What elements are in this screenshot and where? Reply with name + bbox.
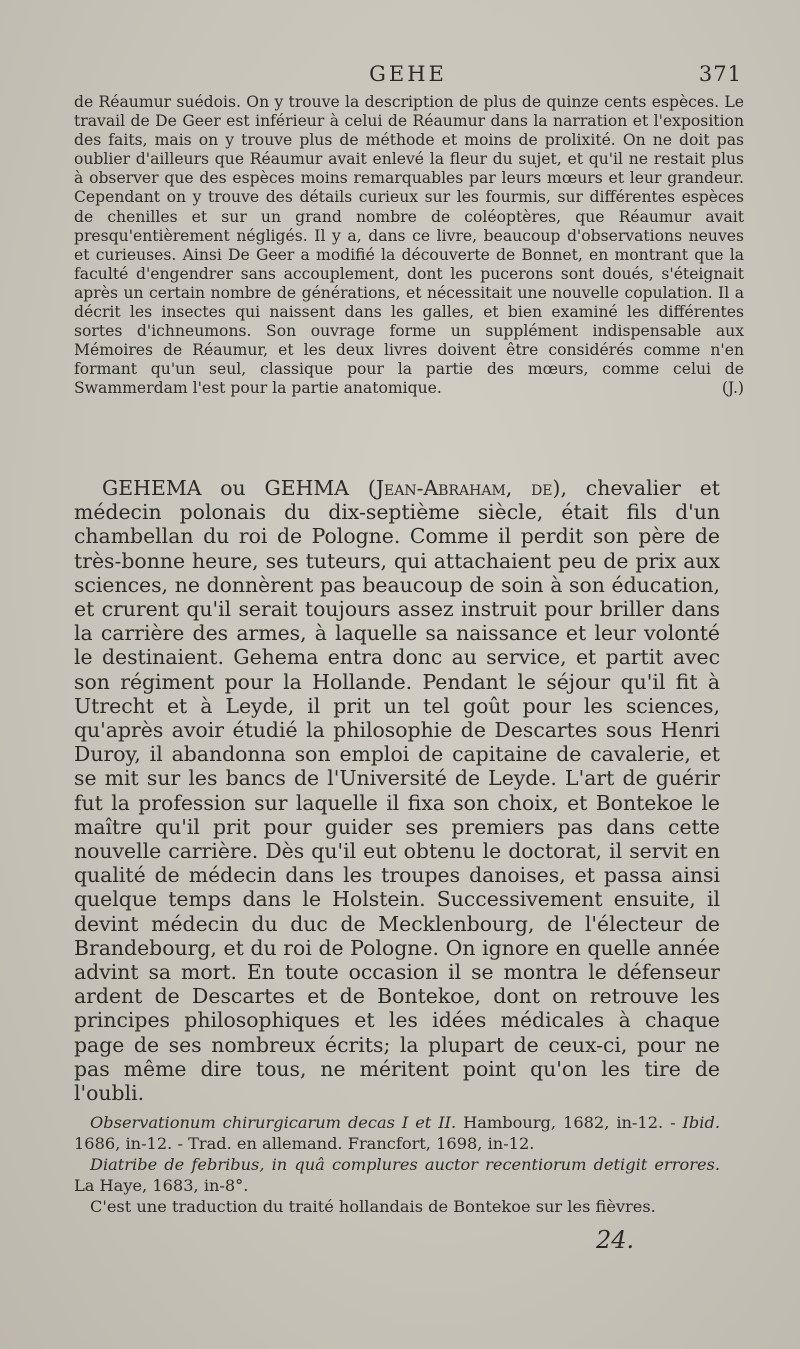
running-head: GEHE — [369, 62, 447, 86]
author-signature: (J.) — [721, 379, 744, 398]
bib-title-3: Diatribe de febribus, in quâ complures auctor recentiorum detigit errores. — [90, 1155, 720, 1174]
article-body: , chevalier et médecin polonais du dix-septième siècle, était fils d'un chambellan du roi de Pologne. Comme il perdit son père de très-bonne heure, ses tuteurs, qui attachaient peu de prix aux sciences, ne donnèrent pas beaucoup de soin à son éducation, et crurent qu'il serait toujours assez instruit pour briller dans la carrière des armes, à laquelle sa naissance et leur volonté le destinaient. Gehema entra donc au service, et partit avec son régiment pour la Hollande. Pendant le séjour qu'il fit à Utrecht et à Leyde, il prit un tel goût pour les sciences, qu'après avoir étudié la philosophie de Descartes sous Henri Duroy, il abandonna son emploi de capitaine de cavalerie, et se mit sur les bancs de l'Université de Leyde. L'art de guérir fut la profession sur laquelle il fixa son choix, et Bontekoe le maître qu'il prit pour guider ses premiers pas dans cette nouvelle carrière. Dès qu'il eut obtenu le doctorat, il servit en qualité de médecin dans les troupes danoises, et passa ainsi quelque temps dans le Holstein. Successivement ensuite, il devint médecin du duc de Mecklenbourg, de l'électeur de Brandebourg, et du roi de Pologne. On ignore en quelle année advint sa mort. En toute occasion il se montra le défenseur ardent de Descartes et de Bontekoe, dont on retrouve les principes philosophiques et les idées médicales à chaque page de ses nombreux écrits; la plupart de ceux-ci, pour ne pas même dire tous, ne méritent point qu'on les tire de l'oubli. — [74, 476, 721, 1106]
bibliography — [74, 1112, 720, 1217]
bibliography-note: C'est une traduction du traité hollandais de Bontekoe sur les fièvres. — [90, 1197, 656, 1216]
printer-signature-mark: 24. — [596, 1226, 635, 1254]
previous-article-text — [74, 93, 744, 399]
article-given-names: (Jean-Abraham, de) — [367, 476, 561, 500]
article-headword: GEHEMA ou GEHMA — [102, 476, 350, 500]
bib-details-2: 1686, in-12. - Trad. en allemand. Francfort, 1698, in-12. — [74, 1134, 535, 1153]
page-header — [74, 62, 742, 92]
page-number: 371 — [698, 62, 742, 86]
bib-details-3: La Haye, 1683, in-8°. — [74, 1176, 249, 1195]
bibliography-line-1 — [74, 1112, 720, 1154]
bib-title-1: Observationum chirurgicarum decas I et II. — [90, 1113, 457, 1132]
previous-article — [74, 93, 744, 399]
bib-title-2: Ibid. — [682, 1113, 720, 1132]
article-gehema — [74, 476, 720, 1105]
bibliography-line-2 — [74, 1154, 720, 1196]
previous-article-body: de Réaumur suédois. On y trouve la description de plus de quinze cents espèces. Le travail de De Geer est inférieur à celui de Réaumur dans la narration et l'exposition des faits, mais on y trouve plus de méthode et moins de prolixité. On ne doit pas oublier d'ailleurs que Réaumur avait enlevé la fleur du sujet, et qu'il ne restait plus à observer que des espèces moins remarquables par leurs mœurs et leur grandeur. Cependant on y trouve des détails curieux sur les fourmis, sur différentes espèces de chenilles et sur un grand nombre de coléoptères, que Réaumur avait presqu'entièrement négligés. Il y a, dans ce livre, beaucoup d'observations neuves et curieuses. Ainsi De Geer a modifié la découverte de Bonnet, en montrant que la faculté d'engendrer sans accouplement, dont les pucerons sont doués, s'éteignait après un certain nombre de générations, et nécessitait une nouvelle copulation. Il a décrit les insectes qui naissent dans les galles, et bien examiné les différentes sortes d'ichneumons. Son ouvrage forme un supplément indispensable aux Mémoires de Réaumur, et les deux livres doivent être considérés comme n'en formant qu'un seul, classique pour la partie des mœurs, comme celui de Swammerdam l'est pour la partie anatomique. — [74, 93, 744, 398]
bib-details-1: Hambourg, 1682, in-12. - — [456, 1113, 683, 1132]
